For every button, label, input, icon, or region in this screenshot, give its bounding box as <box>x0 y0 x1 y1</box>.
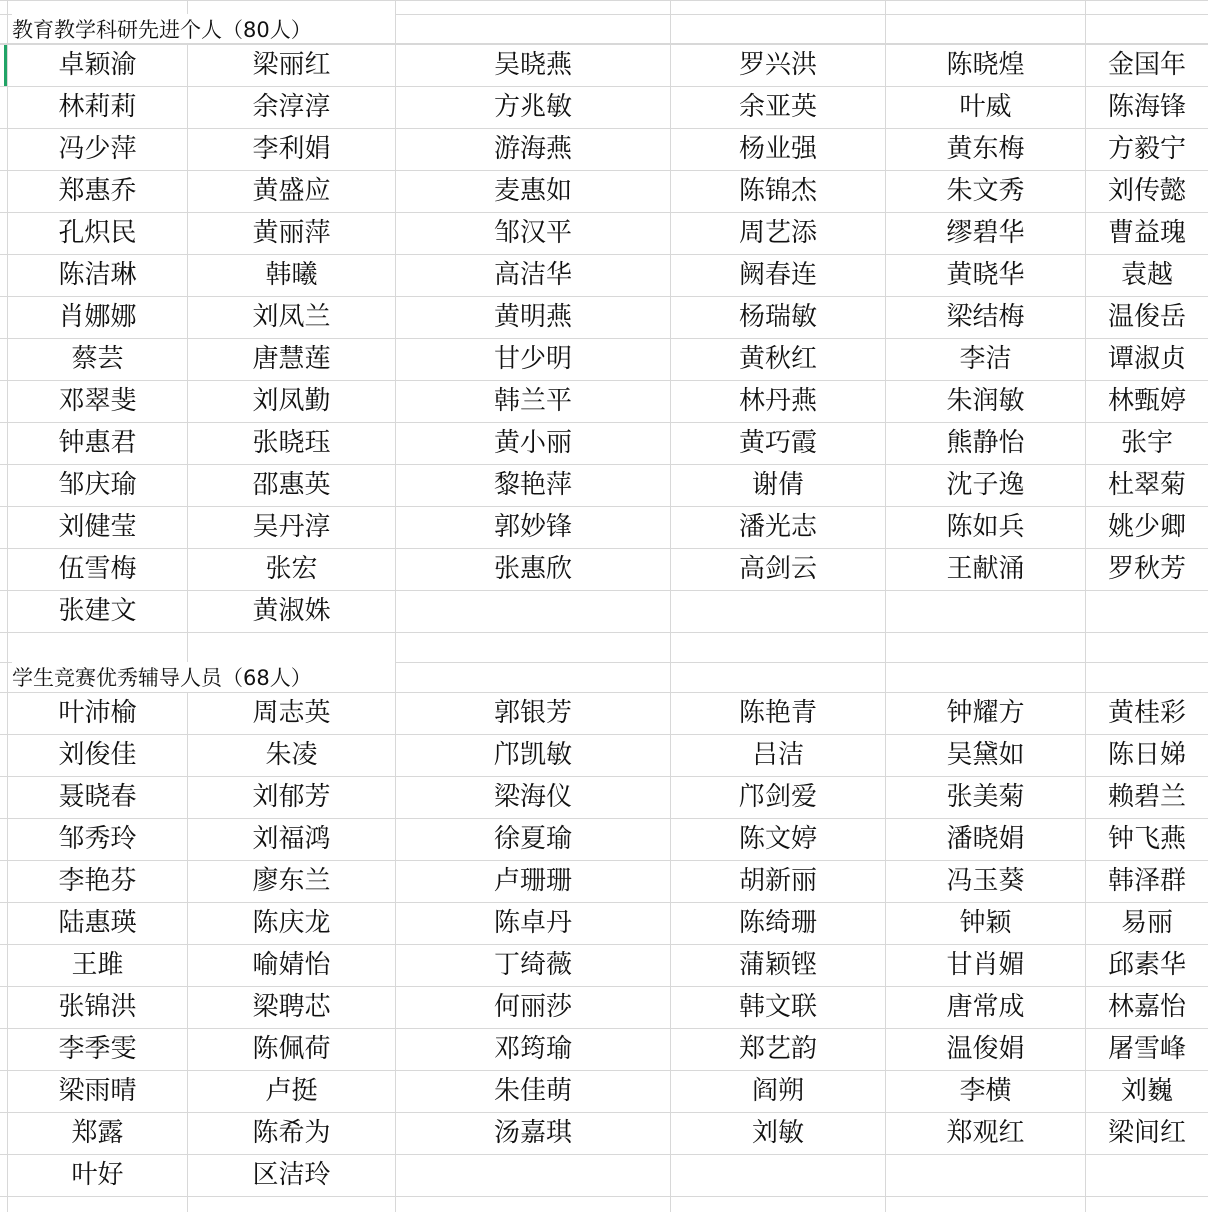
name-cell[interactable]: 余淳淳 <box>252 92 331 122</box>
name-cell[interactable]: 刘巍 <box>1120 1076 1173 1106</box>
name-cell[interactable]: 熊静怡 <box>946 428 1025 458</box>
name-cell[interactable]: 蔡芸 <box>71 344 124 374</box>
name-cell[interactable]: 林甄婷 <box>1107 386 1186 416</box>
name-cell[interactable]: 黄巧霞 <box>738 428 817 458</box>
name-cell[interactable]: 伍雪梅 <box>58 554 137 584</box>
name-cell[interactable]: 陈海锋 <box>1107 92 1186 122</box>
name-cell[interactable]: 叶威 <box>959 92 1012 122</box>
name-cell[interactable]: 谢倩 <box>751 470 804 500</box>
name-cell[interactable]: 黄盛应 <box>252 176 331 206</box>
name-cell[interactable]: 温俊娟 <box>946 1034 1025 1064</box>
name-cell[interactable]: 陈日娣 <box>1107 740 1186 770</box>
name-cell[interactable]: 黄秋红 <box>738 344 817 374</box>
name-cell[interactable]: 易丽 <box>1120 908 1173 938</box>
grid-row-line <box>0 1196 1208 1197</box>
name-cell[interactable]: 朱文秀 <box>946 176 1025 206</box>
name-cell[interactable]: 赖碧兰 <box>1107 782 1186 812</box>
name-cell[interactable]: 张建文 <box>58 596 137 626</box>
name-cell[interactable]: 孔炽民 <box>58 218 137 248</box>
name-cell[interactable]: 陈佩荷 <box>252 1034 331 1064</box>
name-cell[interactable]: 吴丹淳 <box>252 512 331 542</box>
name-cell[interactable]: 李季雯 <box>58 1034 137 1064</box>
name-cell[interactable] <box>396 591 670 632</box>
name-cell[interactable]: 陈绮珊 <box>738 908 817 938</box>
grid-row-line <box>0 632 1208 633</box>
name-cell[interactable]: 刘健莹 <box>58 512 137 542</box>
name-cell[interactable]: 王献涌 <box>946 554 1025 584</box>
grid-row-line <box>0 0 1208 1</box>
name-cell[interactable]: 梁丽红 <box>252 50 331 80</box>
name-cell[interactable]: 甘肖媚 <box>946 950 1025 980</box>
name-cell[interactable]: 区洁玲 <box>252 1160 331 1190</box>
name-cell[interactable]: 林莉莉 <box>58 92 137 122</box>
name-cell[interactable]: 罗兴洪 <box>738 50 817 80</box>
name-cell[interactable]: 郑惠乔 <box>58 176 137 206</box>
name-cell[interactable]: 黄丽萍 <box>252 218 331 248</box>
name-cell[interactable]: 张惠欣 <box>493 554 572 584</box>
name-cell[interactable]: 李艳芬 <box>58 866 137 896</box>
name-cell[interactable]: 邓翠斐 <box>58 386 137 416</box>
name-cell[interactable]: 阎朔 <box>751 1076 804 1106</box>
name-cell[interactable]: 邝剑爱 <box>738 782 817 812</box>
name-cell[interactable] <box>671 591 885 632</box>
name-cell[interactable]: 韩兰平 <box>493 386 572 416</box>
name-cell[interactable]: 何丽莎 <box>493 992 572 1022</box>
name-cell[interactable]: 喻婧怡 <box>252 950 331 980</box>
name-cell[interactable]: 游海燕 <box>493 134 572 164</box>
name-cell[interactable]: 温俊岳 <box>1107 302 1186 332</box>
section-title[interactable]: 教育教学科研先进个人（80人） <box>12 14 395 43</box>
name-cell[interactable]: 梁聘芯 <box>252 992 331 1022</box>
name-cell[interactable]: 朱凌 <box>265 740 318 770</box>
name-cell[interactable]: 朱佳萌 <box>493 1076 572 1106</box>
name-cell[interactable]: 卢挺 <box>265 1076 318 1106</box>
name-cell[interactable]: 邹秀玲 <box>58 824 137 854</box>
name-cell[interactable]: 冯玉葵 <box>946 866 1025 896</box>
name-cell[interactable]: 杜翠菊 <box>1107 470 1186 500</box>
name-cell[interactable]: 余亚英 <box>738 92 817 122</box>
name-cell[interactable]: 王雎 <box>71 950 124 980</box>
name-cell[interactable]: 邹汉平 <box>493 218 572 248</box>
name-cell[interactable] <box>1086 591 1208 632</box>
name-cell[interactable]: 黄桂彩 <box>1107 698 1186 728</box>
name-cell[interactable]: 梁间红 <box>1107 1118 1186 1148</box>
name-cell[interactable]: 卢珊珊 <box>493 866 572 896</box>
name-cell[interactable]: 曹益瑰 <box>1107 218 1186 248</box>
name-cell[interactable]: 张锦洪 <box>58 992 137 1022</box>
name-cell[interactable]: 刘凤兰 <box>252 302 331 332</box>
name-cell[interactable]: 徐夏瑜 <box>493 824 572 854</box>
name-cell[interactable]: 李利娟 <box>252 134 331 164</box>
name-cell[interactable]: 聂晓春 <box>58 782 137 812</box>
name-cell[interactable]: 陈文婷 <box>738 824 817 854</box>
name-cell[interactable]: 蒲颖铿 <box>738 950 817 980</box>
name-cell[interactable]: 黎艳萍 <box>493 470 572 500</box>
name-cell[interactable]: 周艺添 <box>738 218 817 248</box>
name-cell[interactable]: 邝凯敏 <box>493 740 572 770</box>
name-cell[interactable]: 叶沛榆 <box>58 698 137 728</box>
name-cell[interactable]: 陈如兵 <box>946 512 1025 542</box>
name-cell[interactable]: 金国年 <box>1107 50 1186 80</box>
name-cell[interactable]: 高剑云 <box>738 554 817 584</box>
name-cell[interactable]: 冯少萍 <box>58 134 137 164</box>
name-cell[interactable]: 刘敏 <box>751 1118 804 1148</box>
name-cell[interactable]: 陈庆龙 <box>252 908 331 938</box>
name-cell[interactable]: 胡新丽 <box>738 866 817 896</box>
name-cell[interactable]: 钟耀方 <box>946 698 1025 728</box>
name-cell[interactable]: 方兆敏 <box>493 92 572 122</box>
name-cell[interactable]: 钟颖 <box>959 908 1012 938</box>
name-cell[interactable] <box>396 1155 670 1196</box>
name-cell[interactable]: 陈洁琳 <box>58 260 137 290</box>
name-cell[interactable]: 林丹燕 <box>738 386 817 416</box>
name-cell[interactable]: 韩曦 <box>265 260 318 290</box>
name-cell[interactable]: 陈艳青 <box>738 698 817 728</box>
name-cell[interactable]: 邓筠瑜 <box>493 1034 572 1064</box>
section-title[interactable]: 学生竞赛优秀辅导人员（68人） <box>12 662 395 692</box>
name-cell[interactable]: 邹庆瑜 <box>58 470 137 500</box>
name-cell[interactable]: 郑观红 <box>946 1118 1025 1148</box>
name-cell[interactable]: 黄小丽 <box>493 428 572 458</box>
name-cell[interactable]: 林嘉怡 <box>1107 992 1186 1022</box>
name-cell[interactable]: 韩文联 <box>738 992 817 1022</box>
name-cell[interactable]: 黄晓华 <box>946 260 1025 290</box>
name-cell[interactable]: 高洁华 <box>493 260 572 290</box>
name-cell[interactable]: 汤嘉琪 <box>493 1118 572 1148</box>
name-cell[interactable]: 周志英 <box>252 698 331 728</box>
name-cell[interactable]: 梁海仪 <box>493 782 572 812</box>
name-cell[interactable]: 袁越 <box>1120 260 1173 290</box>
name-cell[interactable]: 方毅宁 <box>1107 134 1186 164</box>
name-cell[interactable]: 陆惠瑛 <box>58 908 137 938</box>
name-cell[interactable]: 叶好 <box>71 1160 124 1190</box>
name-cell[interactable]: 张宏 <box>265 554 318 584</box>
name-cell[interactable]: 吴晓燕 <box>493 50 572 80</box>
name-cell[interactable]: 潘光志 <box>738 512 817 542</box>
name-cell[interactable]: 邵惠英 <box>252 470 331 500</box>
name-cell[interactable]: 姚少卿 <box>1107 512 1186 542</box>
name-cell[interactable]: 缪碧华 <box>946 218 1025 248</box>
name-cell[interactable]: 陈晓煌 <box>946 50 1025 80</box>
name-cell[interactable]: 甘少明 <box>493 344 572 374</box>
name-cell[interactable]: 张美菊 <box>946 782 1025 812</box>
name-cell[interactable]: 潘晓娟 <box>946 824 1025 854</box>
name-cell[interactable] <box>886 591 1085 632</box>
name-cell[interactable]: 刘凤勤 <box>252 386 331 416</box>
name-cell[interactable]: 郭妙锋 <box>493 512 572 542</box>
name-cell[interactable]: 肖娜娜 <box>58 302 137 332</box>
name-cell[interactable]: 吕洁 <box>751 740 804 770</box>
name-cell[interactable]: 杨业强 <box>738 134 817 164</box>
name-cell[interactable]: 刘传懿 <box>1107 176 1186 206</box>
name-cell[interactable]: 梁雨晴 <box>58 1076 137 1106</box>
name-cell[interactable]: 刘俊佳 <box>58 740 137 770</box>
name-cell[interactable]: 钟惠君 <box>58 428 137 458</box>
name-cell[interactable]: 张宇 <box>1120 428 1173 458</box>
name-cell[interactable]: 陈希为 <box>252 1118 331 1148</box>
name-cell[interactable]: 罗秋芳 <box>1107 554 1186 584</box>
name-cell[interactable]: 屠雪峰 <box>1107 1034 1186 1064</box>
name-cell[interactable]: 廖东兰 <box>252 866 331 896</box>
name-cell[interactable]: 陈锦杰 <box>738 176 817 206</box>
name-cell[interactable]: 丁绮薇 <box>493 950 572 980</box>
name-cell[interactable]: 刘福鸿 <box>252 824 331 854</box>
name-cell[interactable]: 钟飞燕 <box>1107 824 1186 854</box>
name-cell[interactable]: 朱润敏 <box>946 386 1025 416</box>
name-cell[interactable]: 郑艺韵 <box>738 1034 817 1064</box>
name-cell[interactable]: 谭淑贞 <box>1107 344 1186 374</box>
name-cell[interactable]: 卓颖渝 <box>58 50 137 80</box>
name-cell[interactable]: 郑露 <box>71 1118 124 1148</box>
name-cell[interactable]: 李横 <box>959 1076 1012 1106</box>
name-cell[interactable]: 阙春连 <box>738 260 817 290</box>
name-cell[interactable] <box>1086 1155 1208 1196</box>
name-cell[interactable]: 陈卓丹 <box>493 908 572 938</box>
name-cell[interactable]: 杨瑞敏 <box>738 302 817 332</box>
name-cell[interactable]: 韩泽群 <box>1107 866 1186 896</box>
name-cell[interactable]: 梁结梅 <box>946 302 1025 332</box>
name-cell[interactable]: 李洁 <box>959 344 1012 374</box>
name-cell[interactable]: 郭银芳 <box>493 698 572 728</box>
name-cell[interactable]: 沈子逸 <box>946 470 1025 500</box>
name-cell[interactable]: 黄明燕 <box>493 302 572 332</box>
name-cell[interactable]: 刘郁芳 <box>252 782 331 812</box>
name-cell[interactable]: 唐常成 <box>946 992 1025 1022</box>
name-cell[interactable]: 黄淑姝 <box>252 596 331 626</box>
name-cell[interactable]: 唐慧莲 <box>252 344 331 374</box>
name-cell[interactable]: 黄东梅 <box>946 134 1025 164</box>
name-cell[interactable]: 邱素华 <box>1107 950 1186 980</box>
name-cell[interactable]: 吴黛如 <box>946 740 1025 770</box>
name-cell[interactable] <box>671 1155 885 1196</box>
name-cell[interactable]: 麦惠如 <box>493 176 572 206</box>
name-cell[interactable]: 张晓珏 <box>252 428 331 458</box>
name-cell[interactable] <box>886 1155 1085 1196</box>
